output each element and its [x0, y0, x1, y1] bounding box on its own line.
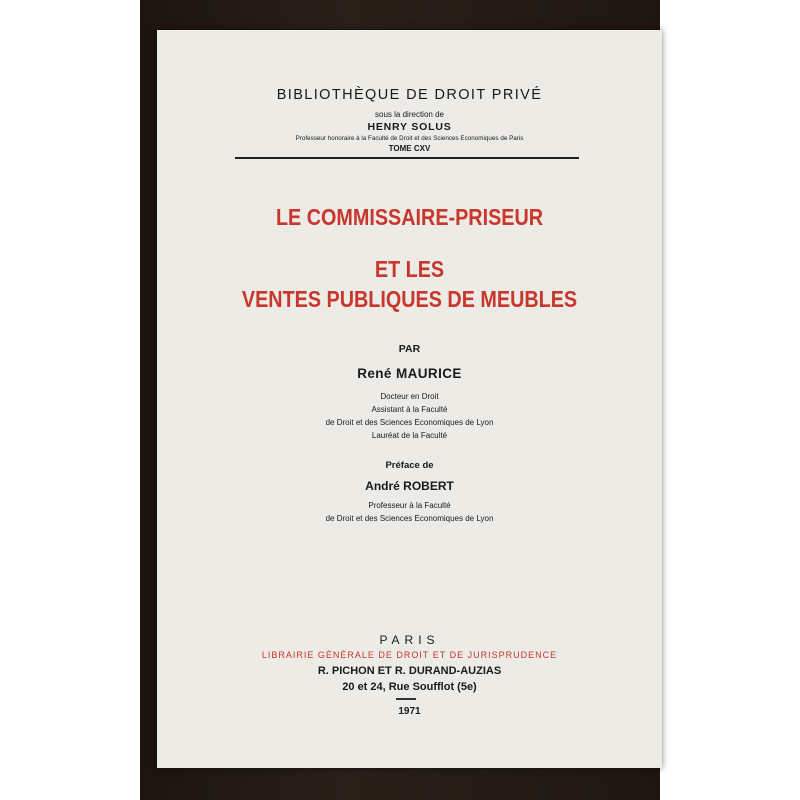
book-title-line-2: ET LES — [374, 256, 445, 282]
book-cover — [157, 30, 662, 768]
preface-author: André ROBERT — [365, 479, 454, 493]
year-dash — [396, 698, 416, 700]
author-credential: Docteur en Droit — [380, 392, 439, 401]
publication-year: 1971 — [398, 706, 421, 717]
series-title: BIBLIOTHÈQUE DE DROIT PRIVÉ — [276, 87, 543, 103]
preface-credential: de Droit et des Sciences Economiques de Lyon — [325, 514, 494, 523]
book-title-line-3: VENTES PUBLIQUES DE MEUBLES — [241, 286, 578, 312]
header-rule — [235, 157, 579, 159]
publisher-address: 20 et 24, Rue Soufflot (5e) — [342, 681, 477, 693]
series-director: HENRY SOLUS — [367, 121, 452, 133]
author-name: René MAURICE — [357, 366, 462, 381]
author-credential: Assistant à la Faculté — [371, 405, 448, 414]
direction-line: sous la direction de — [375, 110, 444, 119]
director-credentials: Professeur honoraire à la Faculté de Droit et des Sciences Economiques de Paris — [295, 135, 524, 142]
preface-label: Préface de — [385, 460, 434, 471]
author-credential: Lauréat de la Faculté — [371, 431, 448, 440]
publisher-names: R. PICHON ET R. DURAND-AUZIAS — [317, 665, 502, 677]
by-label: PAR — [398, 343, 421, 355]
tome-number: TOME CXV — [388, 144, 431, 153]
publisher-library: LIBRAIRIE GÉNÉRALE DE DROIT ET DE JURISPRUDENCE — [261, 650, 558, 660]
publisher-city: PARIS — [379, 633, 440, 647]
book-title-line-1: LE COMMISSAIRE-PRISEUR — [275, 204, 544, 230]
preface-credential: Professeur à la Faculté — [368, 501, 451, 510]
author-credential: de Droit et des Sciences Economiques de Lyon — [325, 418, 494, 427]
